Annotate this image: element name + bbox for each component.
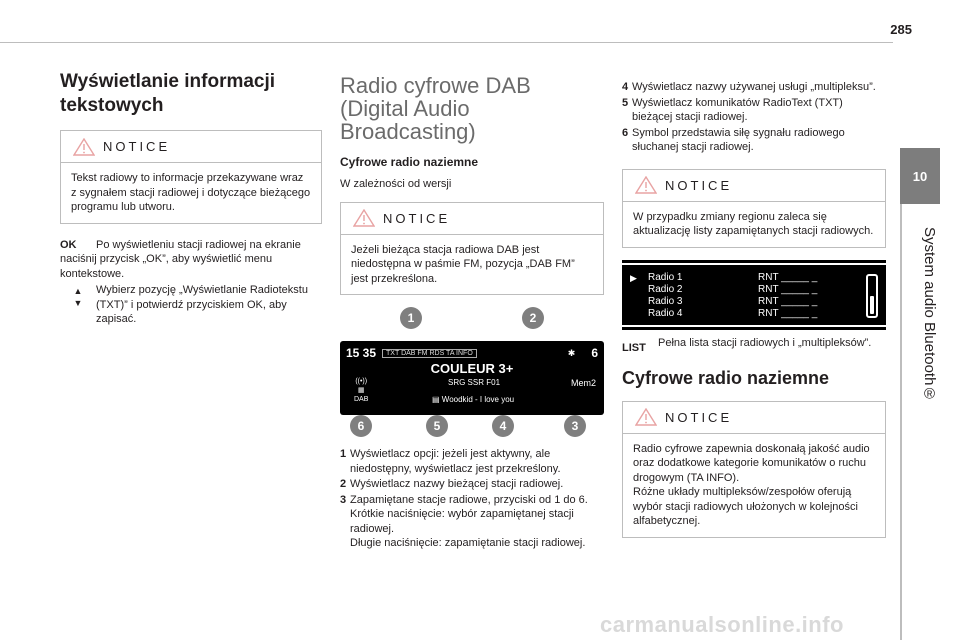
station-rows bbox=[648, 272, 817, 320]
station-name: Radio 3 bbox=[648, 295, 683, 307]
item-number: 6 bbox=[622, 126, 629, 139]
arrows-text: Wybierz pozycję „Wyświetlanie Radiotekstu (TXT)” i potwierdź przyciskiem OK, aby zapisać. bbox=[96, 284, 308, 325]
ok-text-body: Po wyświetleniu stacji radiowej na ekranie naciśnij przycisk „OK”, aby wyświetlić menu kontekstowe. bbox=[60, 238, 301, 280]
notice-box bbox=[622, 401, 886, 538]
down-arrow-icon: ▼ bbox=[73, 298, 83, 308]
notice-body bbox=[61, 163, 321, 223]
item-text: Wyświetlacz opcji: jeżeli jest aktywny, ale niedostępny, wyświetlacz jest przekreślony. bbox=[350, 448, 561, 475]
station-row bbox=[648, 308, 817, 320]
item-text: Wyświetlacz nazwy używanej usługi „multipleksu”. bbox=[632, 81, 876, 93]
list-button-icon: LIST bbox=[622, 341, 646, 354]
list-item bbox=[340, 477, 604, 492]
item-text: Wyświetlacz nazwy bieżącej stacji radiowej. bbox=[350, 478, 564, 490]
notice-box bbox=[340, 202, 604, 296]
radiotext bbox=[432, 395, 514, 404]
column-1 bbox=[60, 70, 322, 331]
station-info: RNT _____ _ bbox=[758, 283, 818, 295]
station-info: RNT _____ _ bbox=[758, 295, 818, 307]
play-icon: ▶ bbox=[630, 272, 637, 283]
notice-label: NOTICE bbox=[383, 210, 451, 226]
notice-text: Tekst radiowy to informacje przekazywane wraz z sygnałem stacji radiowej i dotyczące bieżącego programu lub utworu. bbox=[71, 172, 311, 213]
ok-text bbox=[60, 238, 322, 282]
station-info: RNT _____ _ bbox=[758, 307, 818, 319]
station-row bbox=[648, 296, 817, 308]
station-info: RNT _____ _ bbox=[758, 271, 818, 283]
notice-body bbox=[623, 434, 885, 537]
radio-display-figure bbox=[340, 307, 604, 437]
dab-heading: Radio cyfrowe DAB (Digital Audio Broadcasting) bbox=[340, 73, 531, 144]
notice-header bbox=[623, 402, 885, 434]
item-text: Symbol przedstawia siłę sygnału radiowego słuchanej stacji radiowej. bbox=[632, 126, 845, 153]
notice-text: W przypadku zmiany regionu zaleca się aktualizację listy zapamiętanych stacji radiowych. bbox=[633, 210, 874, 237]
bluetooth-icon: ✱ bbox=[567, 347, 576, 358]
version-note: W zależności od wersji bbox=[340, 178, 452, 190]
section-heading: Wyświetlanie informacji tekstowych bbox=[60, 71, 276, 116]
top-bar bbox=[622, 263, 886, 265]
notice-label: NOTICE bbox=[665, 409, 733, 425]
callout-6: 6 bbox=[350, 415, 372, 437]
radiotext-value: Woodkid - I love you bbox=[441, 395, 515, 404]
legend-list-continued bbox=[622, 80, 886, 155]
memory-slot: Mem2 bbox=[570, 378, 596, 388]
list-instruction bbox=[622, 336, 886, 354]
page-number: 285 bbox=[890, 22, 912, 37]
watermark: carmanualsonline.info bbox=[600, 612, 844, 637]
callout-5: 5 bbox=[426, 415, 448, 437]
arrows-instruction bbox=[60, 283, 322, 327]
station-name: Radio 4 bbox=[648, 307, 683, 319]
list-item bbox=[622, 96, 886, 125]
chapter-title: System audio Bluetooth® bbox=[921, 227, 938, 403]
arrows-icon bbox=[60, 283, 96, 327]
notice-header bbox=[61, 131, 321, 163]
ok-button-icon: OK bbox=[60, 238, 77, 251]
warning-icon bbox=[635, 408, 657, 426]
top-rule bbox=[0, 42, 893, 43]
options-display: TXT DAB FM RDS TA INFO bbox=[382, 349, 477, 358]
item-text: Zapamiętane stacje radiowe, przyciski od 1 do 6. Krótkie naciśnięcie: wybór zapamiętanej stacji radiowej. Długie naciśnięcie: zapamiętanie stacji radiowej. bbox=[350, 493, 588, 549]
item-number: 1 bbox=[340, 448, 347, 460]
list-text: Pełna lista stacji radiowych i „multipleksów”. bbox=[658, 336, 872, 349]
up-arrow-icon: ▲ bbox=[73, 286, 83, 296]
notice-header bbox=[341, 203, 603, 235]
screen bbox=[340, 341, 604, 415]
notice-text: Radio cyfrowe zapewnia doskonałą jakość audio oraz dodatkowe kategorie komunikatów o ruchu drogowym (TA INFO). Różne układy multipleksów/zespołów oferują wybór stacji radiowych ułożonych w kolejności alfabetycznej. bbox=[633, 442, 870, 527]
list-item bbox=[340, 447, 604, 476]
notice-body bbox=[623, 202, 885, 247]
item-number: 3 bbox=[340, 493, 347, 506]
notice-box bbox=[60, 130, 322, 224]
callout-2: 2 bbox=[522, 307, 544, 329]
legend-list bbox=[340, 447, 604, 551]
callout-1: 1 bbox=[400, 307, 422, 329]
station-name: Radio 1 bbox=[648, 271, 683, 283]
callout-4: 4 bbox=[492, 415, 514, 437]
list-item bbox=[622, 80, 886, 95]
station-row bbox=[648, 284, 817, 296]
chapter-side-tab bbox=[900, 0, 940, 640]
list-item bbox=[622, 126, 886, 155]
bottom-bar bbox=[622, 325, 886, 327]
dab-label: DAB bbox=[354, 396, 369, 403]
notice-label: NOTICE bbox=[665, 177, 733, 193]
screen-top-bar bbox=[346, 345, 598, 361]
warning-icon bbox=[635, 176, 657, 194]
radiotext-icon: ▤ bbox=[432, 395, 442, 404]
station-name: COULEUR 3+ bbox=[430, 361, 514, 376]
scrollbar-thumb bbox=[870, 296, 874, 314]
notice-header bbox=[623, 170, 885, 202]
dab-subheading: Cyfrowe radio naziemne bbox=[340, 155, 479, 169]
item-text: Wyświetlacz komunikatów RadioText (TXT) bieżącej stacji radiowej. bbox=[632, 96, 843, 123]
warning-icon bbox=[73, 138, 95, 156]
scrollbar-icon bbox=[866, 274, 878, 318]
column-2 bbox=[340, 74, 604, 552]
list-item bbox=[340, 493, 604, 551]
warning-icon bbox=[353, 209, 375, 227]
clock: 15 35 bbox=[346, 346, 377, 360]
item-number: 5 bbox=[622, 96, 629, 109]
chapter-number: 10 bbox=[900, 148, 940, 204]
station-row bbox=[648, 272, 817, 284]
item-number: 4 bbox=[622, 81, 629, 93]
notice-body bbox=[341, 235, 603, 295]
station-list-screen bbox=[622, 260, 886, 330]
notice-box bbox=[622, 169, 886, 248]
callout-3: 3 bbox=[564, 415, 586, 437]
terrestrial-heading: Cyfrowe radio naziemne bbox=[622, 367, 830, 388]
station-name: Radio 2 bbox=[648, 283, 683, 295]
column-3 bbox=[622, 80, 886, 550]
notice-text: Jeżeli bieżąca stacja radiowa DAB jest niedostępna w paśmie FM, pozycja „DAB FM” jest przekreślona. bbox=[351, 243, 575, 285]
preset-number: 6 bbox=[591, 346, 598, 360]
notice-label: NOTICE bbox=[103, 139, 171, 154]
ok-instruction bbox=[60, 238, 322, 282]
item-number: 2 bbox=[340, 478, 347, 490]
multiplex-name: SRG SSR F01 bbox=[448, 378, 501, 387]
dab-signal-icon: ((•)) ▦ DAB bbox=[354, 378, 369, 403]
